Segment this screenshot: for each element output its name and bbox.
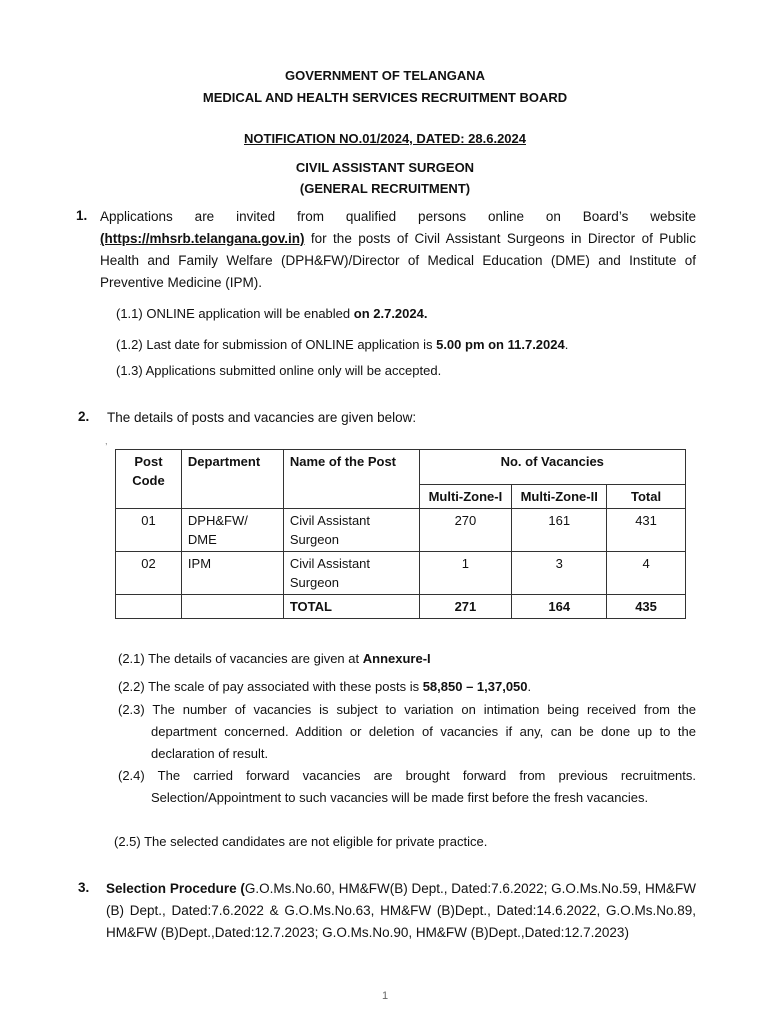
col-header-multizone-2: Multi-Zone-II	[512, 485, 607, 509]
cell-multizone-1: 270	[419, 509, 512, 552]
col-header-post-name: Name of the Post	[283, 450, 419, 509]
cell-total-label: TOTAL	[283, 595, 419, 619]
col-header-vacancies: No. of Vacancies	[419, 450, 685, 485]
cell-total: 4	[607, 552, 686, 595]
vacancy-table	[115, 449, 686, 619]
cell-multizone-1: 1	[419, 552, 512, 595]
subpara-2-1	[118, 648, 696, 670]
subpara-1-2-deadline: 5.00 pm on 11.7.2024	[436, 337, 565, 352]
cell-empty	[116, 595, 182, 619]
stray-mark: ,	[105, 436, 108, 446]
notification-text: NOTIFICATION NO.01/2024, DATED: 28.6.2024	[244, 131, 526, 146]
cell-post-code: 02	[116, 552, 182, 595]
subpara-1-2	[116, 334, 696, 356]
annexure-reference: Annexure-I	[362, 651, 431, 666]
subpara-1-1-date: on 2.7.2024.	[353, 306, 428, 321]
board-heading: MEDICAL AND HEALTH SERVICES RECRUITMENT BOARD	[202, 90, 568, 105]
col-header-multizone-1: Multi-Zone-I	[419, 485, 512, 509]
cell-department: DPH&FW/ DME	[181, 509, 283, 552]
cell-multizone-2: 161	[512, 509, 607, 552]
subpara-1-1	[116, 303, 696, 325]
subpara-1-1-text: (1.1) ONLINE application will be enabled	[116, 306, 354, 321]
cell-post-name: Civil Assistant Surgeon	[283, 509, 419, 552]
gov-heading: GOVERNMENT OF TELANGANA	[284, 68, 486, 83]
cell-post-name: Civil Assistant Surgeon	[283, 552, 419, 595]
col-header-department: Department	[181, 450, 283, 509]
subpara-2-2	[118, 676, 696, 698]
section-1-paragraph	[100, 206, 696, 294]
pay-scale: 58,850 – 1,37,050	[422, 679, 528, 694]
cell-grand-total: 435	[607, 595, 686, 619]
table-total-row	[116, 595, 686, 619]
cell-empty	[181, 595, 283, 619]
section-1-number: 1.	[76, 208, 88, 223]
board-website-link[interactable]: (https://mhsrb.telangana.gov.in)	[100, 231, 305, 246]
col-header-total: Total	[607, 485, 686, 509]
subpara-1-2-text: (1.2) Last date for submission of ONLINE application is	[116, 337, 437, 352]
section-2-intro: The details of posts and vacancies are given below:	[107, 410, 417, 425]
subpara-2-4: (2.4) The carried forward vacancies are brought forward from previous recruitments. Selection/Appointment to such vacancies will be made first before the fresh vacancies.	[118, 768, 696, 805]
section-2-number: 2.	[78, 409, 90, 424]
selection-procedure-heading: Selection Procedure (	[106, 881, 245, 896]
page-number: 1	[381, 990, 389, 1002]
subpara-2-2-text: (2.2) The scale of pay associated with these posts is	[118, 679, 423, 694]
table-row	[116, 552, 686, 595]
cell-multizone-2: 3	[512, 552, 607, 595]
section-3-paragraph	[106, 878, 696, 944]
subpara-1-2-period: .	[564, 337, 569, 352]
cell-post-code: 01	[116, 509, 182, 552]
cell-department: IPM	[181, 552, 283, 595]
cell-total-multizone-1: 271	[419, 595, 512, 619]
subpara-2-5: (2.5) The selected candidates are not eligible for private practice.	[114, 834, 488, 849]
cell-total: 431	[607, 509, 686, 552]
section-1-text-b: for the posts of Civil Assistant Surgeons in Director of Public Health and Family Welfare (DPH&FW)/Director of Medical Education (DME) and Institute of Preventive Medicine (IPM).	[100, 231, 696, 290]
table-row	[116, 509, 686, 552]
recruitment-type: (GENERAL RECRUITMENT)	[299, 181, 471, 196]
subpara-2-2-period: .	[527, 679, 532, 694]
col-header-post-code: Post Code	[116, 450, 182, 509]
section-3-number: 3.	[78, 880, 90, 895]
selection-procedure-text: G.O.Ms.No.60, HM&FW(B) Dept., Dated:7.6.2022; G.O.Ms.No.59, HM&FW (B) Dept., Dated:7.6.2022 & G.O.Ms.No.63, HM&FW (B)Dept., Dated:14.6.2022, G.O.Ms.No.89, HM&FW (B)Dept.,Dated:12.7.2023; G.O.Ms.No.90, HM&FW (B)Dept.,Dated:12.7.2023)	[106, 881, 696, 940]
subpara-2-1-text: (2.1) The details of vacancies are given at	[118, 651, 363, 666]
cell-total-multizone-2: 164	[512, 595, 607, 619]
post-heading: CIVIL ASSISTANT SURGEON	[295, 160, 475, 175]
subpara-1-3: (1.3) Applications submitted online only will be accepted.	[116, 363, 442, 378]
notification-heading	[0, 131, 770, 146]
subpara-2-3: (2.3) The number of vacancies is subject to variation on intimation being received from the department concerned. Addition or deletion of vacancies if any, can be done up to the declaration of result.	[118, 702, 696, 761]
section-1-text-a: Applications are invited from qualified persons online on Board’s website	[100, 209, 696, 224]
